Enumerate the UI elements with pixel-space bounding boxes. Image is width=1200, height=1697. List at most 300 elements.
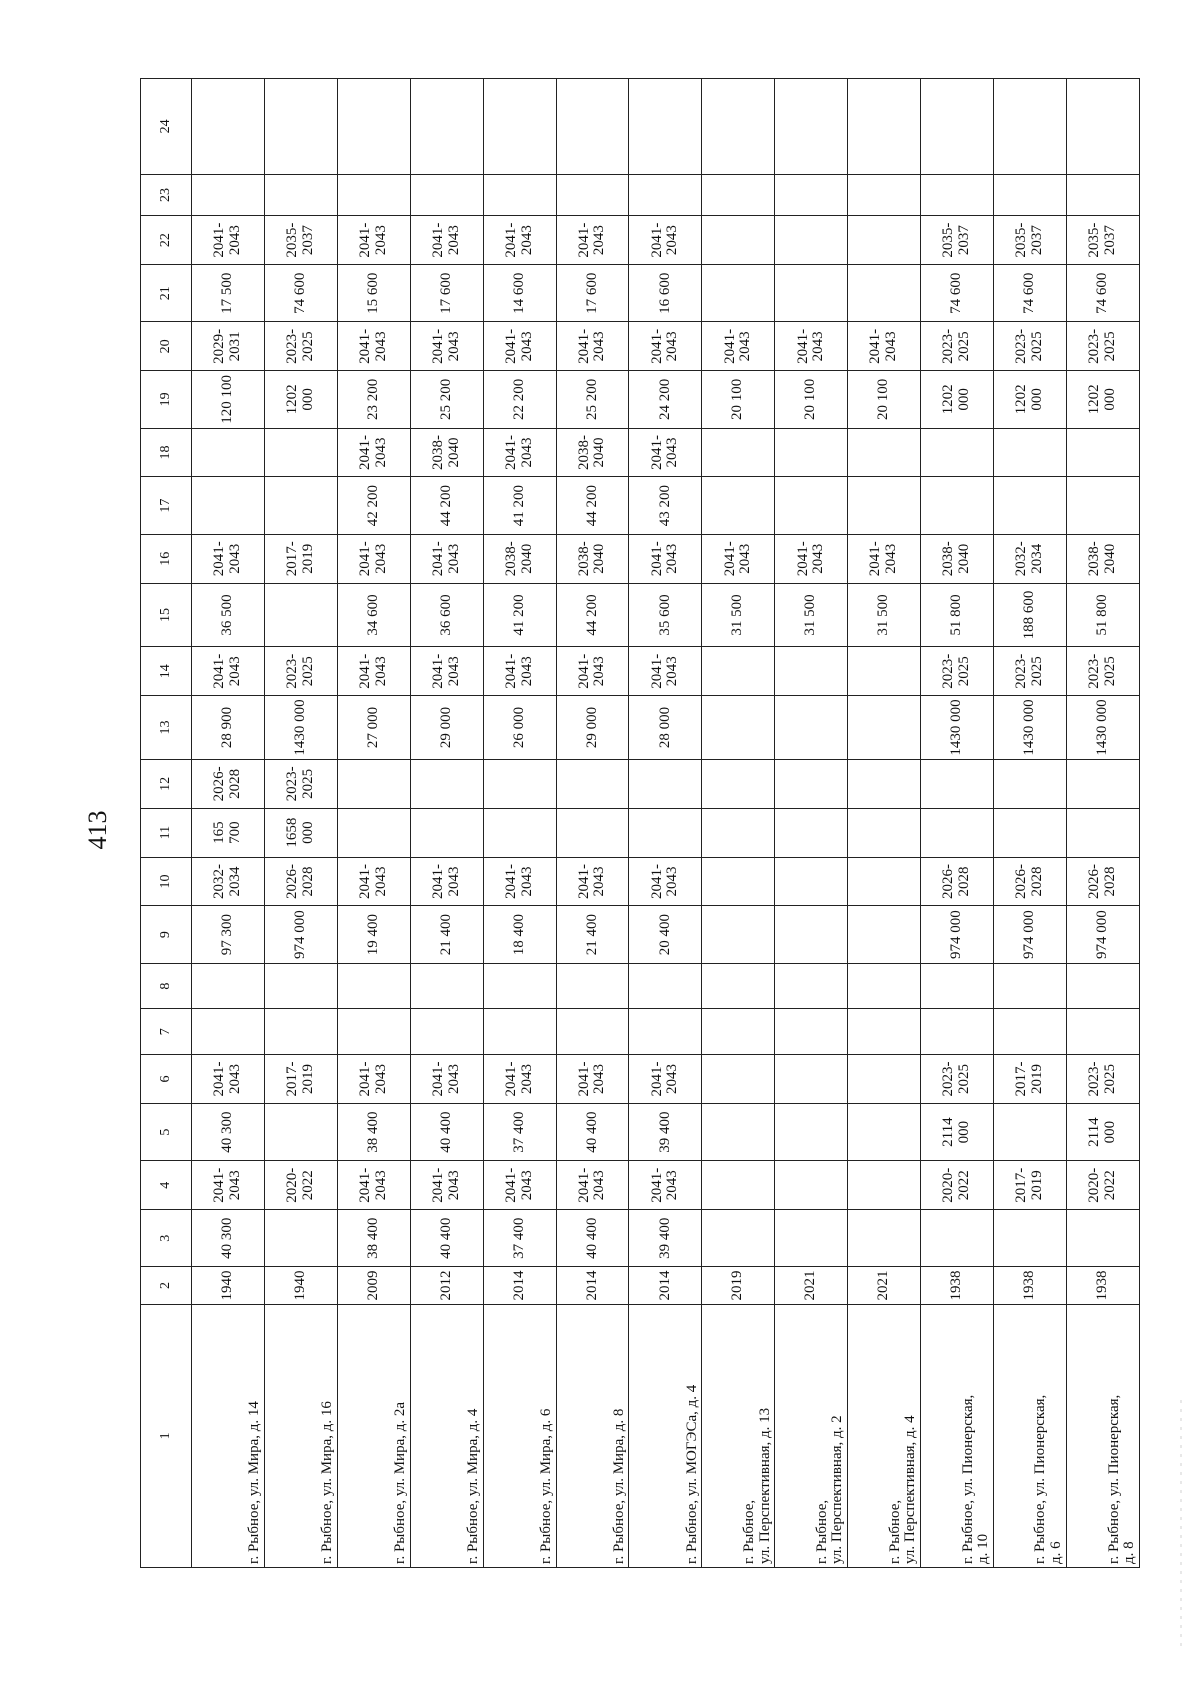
table-cell: 2038- 2040 [1066, 534, 1139, 583]
address-cell: г. Рыбное, ул. Мира, д. 16 [264, 1304, 337, 1567]
table-cell [848, 1210, 921, 1267]
table-cell [191, 963, 264, 1009]
data-table [140, 78, 1140, 1568]
table-cell: 36 500 [191, 583, 264, 647]
table-cell [410, 759, 483, 808]
table-row [556, 79, 629, 1568]
table-cell: 2041- 2043 [556, 1055, 629, 1104]
table-row [191, 79, 264, 1568]
table-cell [702, 477, 775, 534]
table-cell: 2041- 2043 [191, 1055, 264, 1104]
header-cell: 13 [141, 696, 192, 760]
header-cell: 24 [141, 79, 192, 175]
table-cell: 2041- 2043 [410, 322, 483, 371]
table-cell [410, 1009, 483, 1055]
table-cell: 20 400 [629, 906, 702, 963]
table-cell [264, 963, 337, 1009]
table-cell: 2041- 2043 [337, 1161, 410, 1210]
table-cell: 2023- 2025 [264, 759, 337, 808]
table-cell: 2041- 2043 [483, 857, 556, 906]
header-cell: 18 [141, 428, 192, 477]
table-cell [994, 428, 1067, 477]
table-cell: 34 600 [337, 583, 410, 647]
table-cell: 2041- 2043 [629, 647, 702, 696]
table-cell: 2023- 2025 [921, 1055, 994, 1104]
table-cell [702, 906, 775, 963]
table-cell: 40 400 [556, 1103, 629, 1160]
header-cell: 17 [141, 477, 192, 534]
table-cell: 17 500 [191, 265, 264, 322]
table-cell: 74 600 [1066, 265, 1139, 322]
table-cell: 41 200 [483, 583, 556, 647]
table-cell: 2041- 2043 [337, 647, 410, 696]
table-cell: 2019 [702, 1267, 775, 1304]
table-cell: 2041- 2043 [629, 1161, 702, 1210]
table-cell: 165 700 [191, 808, 264, 857]
table-cell: 2026- 2028 [191, 759, 264, 808]
table-cell [848, 1161, 921, 1210]
table-cell: 37 400 [483, 1210, 556, 1267]
table-cell: 2041- 2043 [556, 322, 629, 371]
table-cell: 20 100 [775, 371, 848, 428]
table-cell [775, 696, 848, 760]
table-cell: 17 600 [556, 265, 629, 322]
table-cell [994, 79, 1067, 175]
table-cell: 2041- 2043 [410, 1161, 483, 1210]
table-cell: 2041- 2043 [191, 1161, 264, 1210]
table-cell [483, 808, 556, 857]
table-cell: 17 600 [410, 265, 483, 322]
table-cell [775, 808, 848, 857]
table-cell: 2041- 2043 [483, 322, 556, 371]
table-cell [848, 808, 921, 857]
table-cell [264, 79, 337, 175]
table-cell [848, 647, 921, 696]
table-cell [775, 1055, 848, 1104]
table-row [410, 79, 483, 1568]
table-cell [191, 1009, 264, 1055]
table-cell: 97 300 [191, 906, 264, 963]
table-cell: 2041- 2043 [483, 216, 556, 265]
table-cell: 974 000 [264, 906, 337, 963]
table-cell: 1938 [1066, 1267, 1139, 1304]
table-cell: 2032- 2034 [191, 857, 264, 906]
table-cell [848, 1103, 921, 1160]
table-cell: 18 400 [483, 906, 556, 963]
header-cell: 23 [141, 174, 192, 215]
table-cell [848, 1055, 921, 1104]
table-cell: 2038- 2040 [410, 428, 483, 477]
table-cell: 1430 000 [994, 696, 1067, 760]
header-cell: 4 [141, 1161, 192, 1210]
table-cell: 44 200 [556, 477, 629, 534]
table-cell: 2041- 2043 [410, 647, 483, 696]
table-row [702, 79, 775, 1568]
table-cell [191, 174, 264, 215]
table-cell [921, 428, 994, 477]
table-cell: 1430 000 [921, 696, 994, 760]
header-cell: 8 [141, 963, 192, 1009]
table-cell: 2041- 2043 [191, 216, 264, 265]
table-cell: 51 800 [921, 583, 994, 647]
table-cell [629, 759, 702, 808]
table-cell [994, 808, 1067, 857]
table-cell: 40 400 [410, 1103, 483, 1160]
table-cell [702, 79, 775, 175]
table-cell [994, 1210, 1067, 1267]
table-cell: 2020- 2022 [264, 1161, 337, 1210]
table-cell [556, 174, 629, 215]
table-cell: 2021 [775, 1267, 848, 1304]
table-cell: 2020- 2022 [1066, 1161, 1139, 1210]
table-cell: 38 400 [337, 1210, 410, 1267]
table-cell [702, 647, 775, 696]
table-cell: 1202 000 [921, 371, 994, 428]
table-cell [702, 808, 775, 857]
table-cell: 2041- 2043 [629, 1055, 702, 1104]
table-cell [556, 79, 629, 175]
table-cell: 2041- 2043 [629, 322, 702, 371]
table-cell: 2023- 2025 [1066, 647, 1139, 696]
table-cell [1066, 759, 1139, 808]
table-cell [483, 1009, 556, 1055]
table-cell: 2041- 2043 [410, 534, 483, 583]
table-cell [702, 265, 775, 322]
table-cell [848, 759, 921, 808]
table-cell: 2017- 2019 [264, 534, 337, 583]
table-cell [264, 583, 337, 647]
table-cell: 26 000 [483, 696, 556, 760]
table-cell [483, 759, 556, 808]
table-cell [410, 174, 483, 215]
table-cell: 1202 000 [994, 371, 1067, 428]
table-cell: 2041- 2043 [848, 322, 921, 371]
table-cell [264, 174, 337, 215]
table-row [264, 79, 337, 1568]
table-cell: 16 600 [629, 265, 702, 322]
table-cell [410, 963, 483, 1009]
table-cell: 23 200 [337, 371, 410, 428]
table-cell [702, 1161, 775, 1210]
table-cell: 2012 [410, 1267, 483, 1304]
table-cell: 2014 [629, 1267, 702, 1304]
table-cell: 38 400 [337, 1103, 410, 1160]
table-cell: 28 000 [629, 696, 702, 760]
table-cell [702, 696, 775, 760]
table-cell [483, 963, 556, 1009]
address-cell: г. Рыбное, ул. МОГЭСа, д. 4 [629, 1304, 702, 1567]
table-cell: 1938 [994, 1267, 1067, 1304]
table-cell: 2041- 2043 [556, 216, 629, 265]
table-cell [921, 174, 994, 215]
table-cell: 188 600 [994, 583, 1067, 647]
address-cell: г. Рыбное, ул. Пионерская, д. 10 [921, 1304, 994, 1567]
table-cell: 2041- 2043 [337, 216, 410, 265]
table-cell [775, 1161, 848, 1210]
table-row [775, 79, 848, 1568]
table-cell [556, 759, 629, 808]
header-cell: 9 [141, 906, 192, 963]
page-number: 413 [83, 810, 112, 850]
table-cell: 2041- 2043 [410, 216, 483, 265]
table-cell [702, 759, 775, 808]
table-cell [848, 79, 921, 175]
table-cell [702, 1055, 775, 1104]
table-cell [629, 963, 702, 1009]
table-cell [483, 174, 556, 215]
table-cell: 31 500 [775, 583, 848, 647]
table-row [848, 79, 921, 1568]
table-cell [264, 1103, 337, 1160]
table-row [921, 79, 994, 1568]
table-cell: 2041- 2043 [410, 857, 483, 906]
address-cell: г. Рыбное, ул. Мира, д. 14 [191, 1304, 264, 1567]
table-cell [921, 1210, 994, 1267]
table-cell: 2041- 2043 [483, 428, 556, 477]
address-cell: г. Рыбное, ул. Пионерская, д. 8 [1066, 1304, 1139, 1567]
table-cell: 44 200 [556, 583, 629, 647]
table-cell: 20 100 [848, 371, 921, 428]
table-cell: 39 400 [629, 1210, 702, 1267]
table-cell [775, 174, 848, 215]
table-cell [1066, 1009, 1139, 1055]
table-cell: 2023- 2025 [264, 322, 337, 371]
table-cell: 2038- 2040 [556, 534, 629, 583]
table-cell: 43 200 [629, 477, 702, 534]
table-cell: 2041- 2043 [337, 322, 410, 371]
table-cell [556, 808, 629, 857]
table-cell: 31 500 [848, 583, 921, 647]
address-cell: г. Рыбное, ул. Перспективная, д. 4 [848, 1304, 921, 1567]
header-cell: 14 [141, 647, 192, 696]
table-row [1066, 79, 1139, 1568]
table-cell [1066, 174, 1139, 215]
table-cell [775, 1009, 848, 1055]
table-cell [264, 428, 337, 477]
table-cell [994, 1009, 1067, 1055]
table-cell [191, 428, 264, 477]
table-cell: 974 000 [921, 906, 994, 963]
header-cell: 5 [141, 1103, 192, 1160]
table-cell: 2017- 2019 [994, 1055, 1067, 1104]
table-cell [775, 1210, 848, 1267]
table-cell [921, 79, 994, 175]
table-cell: 2041- 2043 [191, 647, 264, 696]
table-cell [337, 1009, 410, 1055]
table-cell: 29 000 [410, 696, 483, 760]
table-cell: 2041- 2043 [483, 647, 556, 696]
table-cell: 2041- 2043 [337, 857, 410, 906]
table-cell: 22 200 [483, 371, 556, 428]
table-cell [702, 963, 775, 1009]
table-cell: 20 100 [702, 371, 775, 428]
table-cell [775, 963, 848, 1009]
table-row [629, 79, 702, 1568]
table-cell [994, 174, 1067, 215]
table-cell: 44 200 [410, 477, 483, 534]
header-cell: 22 [141, 216, 192, 265]
table-cell [848, 428, 921, 477]
table-cell [629, 174, 702, 215]
table-cell: 74 600 [264, 265, 337, 322]
table-cell [410, 79, 483, 175]
table-cell: 2114 000 [921, 1103, 994, 1160]
table-cell [848, 696, 921, 760]
table-cell: 1658 000 [264, 808, 337, 857]
table-cell: 120 100 [191, 371, 264, 428]
table-cell [337, 963, 410, 1009]
table-cell: 2035- 2037 [921, 216, 994, 265]
table-cell: 2041- 2043 [191, 534, 264, 583]
table-cell [1066, 963, 1139, 1009]
table-cell: 29 000 [556, 696, 629, 760]
table-cell: 2041- 2043 [337, 1055, 410, 1104]
table-cell: 35 600 [629, 583, 702, 647]
table-cell [702, 857, 775, 906]
table-cell: 40 300 [191, 1210, 264, 1267]
table-cell [264, 1009, 337, 1055]
table-wrap [140, 78, 1140, 1568]
table-cell: 974 000 [994, 906, 1067, 963]
table-cell: 2041- 2043 [556, 857, 629, 906]
header-cell: 16 [141, 534, 192, 583]
table-cell: 2038- 2040 [921, 534, 994, 583]
table-cell: 974 000 [1066, 906, 1139, 963]
table-cell [1066, 428, 1139, 477]
table-cell: 74 600 [921, 265, 994, 322]
table-cell [848, 906, 921, 963]
table-cell: 2038- 2040 [483, 534, 556, 583]
table-cell: 2026- 2028 [994, 857, 1067, 906]
table-cell: 25 200 [410, 371, 483, 428]
table-cell: 2035- 2037 [264, 216, 337, 265]
table-cell: 1430 000 [1066, 696, 1139, 760]
table-cell: 2009 [337, 1267, 410, 1304]
table-cell: 39 400 [629, 1103, 702, 1160]
table-cell [848, 216, 921, 265]
table-cell: 15 600 [337, 265, 410, 322]
table-cell [921, 1009, 994, 1055]
table-cell: 2035- 2037 [994, 216, 1067, 265]
table-cell [775, 647, 848, 696]
table-cell [775, 216, 848, 265]
table-cell: 2029- 2031 [191, 322, 264, 371]
table-cell [775, 759, 848, 808]
table-cell [921, 963, 994, 1009]
table-cell [629, 1009, 702, 1055]
table-row [337, 79, 410, 1568]
table-cell: 42 200 [337, 477, 410, 534]
table-cell: 2026- 2028 [1066, 857, 1139, 906]
table-cell: 2026- 2028 [264, 857, 337, 906]
table-cell [702, 428, 775, 477]
table-cell [191, 79, 264, 175]
address-cell: г. Рыбное, ул. Перспективная, д. 13 [702, 1304, 775, 1567]
table-cell: 2041- 2043 [629, 857, 702, 906]
table-cell: 2017- 2019 [994, 1161, 1067, 1210]
table-cell [775, 477, 848, 534]
table-cell: 2023- 2025 [994, 322, 1067, 371]
address-cell: г. Рыбное, ул. Мира, д. 4 [410, 1304, 483, 1567]
table-cell: 2032- 2034 [994, 534, 1067, 583]
table-cell: 51 800 [1066, 583, 1139, 647]
table-cell: 2023- 2025 [994, 647, 1067, 696]
table-cell [775, 857, 848, 906]
table-cell: 2041- 2043 [337, 534, 410, 583]
table-cell: 2026- 2028 [921, 857, 994, 906]
table-cell [994, 963, 1067, 1009]
table-cell: 2038- 2040 [556, 428, 629, 477]
table-cell [337, 79, 410, 175]
table-cell: 1202 000 [264, 371, 337, 428]
table-cell: 2041- 2043 [629, 428, 702, 477]
table-cell: 40 400 [556, 1210, 629, 1267]
table-cell: 2041- 2043 [629, 216, 702, 265]
address-cell: г. Рыбное, ул. Мира, д. 6 [483, 1304, 556, 1567]
table-cell: 2017- 2019 [264, 1055, 337, 1104]
table-cell: 2041- 2043 [483, 1055, 556, 1104]
table-cell: 2041- 2043 [483, 1161, 556, 1210]
table-cell [337, 759, 410, 808]
header-cell: 21 [141, 265, 192, 322]
rotated-table-container [140, 78, 1140, 1568]
table-cell: 27 000 [337, 696, 410, 760]
table-cell: 40 400 [410, 1210, 483, 1267]
table-cell: 2023- 2025 [921, 322, 994, 371]
address-cell: г. Рыбное, ул. Пионерская, д. 6 [994, 1304, 1067, 1567]
table-cell: 2041- 2043 [556, 647, 629, 696]
table-cell: 2014 [556, 1267, 629, 1304]
table-cell: 1938 [921, 1267, 994, 1304]
header-cell: 3 [141, 1210, 192, 1267]
table-cell [775, 906, 848, 963]
table-cell [337, 174, 410, 215]
table-cell: 14 600 [483, 265, 556, 322]
table-cell [848, 174, 921, 215]
address-cell: г. Рыбное, ул. Перспективная, д. 2 [775, 1304, 848, 1567]
table-cell [191, 477, 264, 534]
table-cell: 2023- 2025 [1066, 322, 1139, 371]
table-cell: 2041- 2043 [410, 1055, 483, 1104]
table-cell: 2041- 2043 [556, 1161, 629, 1210]
table-cell: 24 200 [629, 371, 702, 428]
table-cell: 21 400 [556, 906, 629, 963]
header-cell: 15 [141, 583, 192, 647]
table-cell: 74 600 [994, 265, 1067, 322]
table-cell: 36 600 [410, 583, 483, 647]
table-cell: 31 500 [702, 583, 775, 647]
table-cell: 2041- 2043 [848, 534, 921, 583]
table-cell [337, 808, 410, 857]
table-cell [702, 174, 775, 215]
table-row [994, 79, 1067, 1568]
table-cell [775, 428, 848, 477]
header-cell: 6 [141, 1055, 192, 1104]
table-cell: 28 900 [191, 696, 264, 760]
address-cell: г. Рыбное, ул. Мира, д. 8 [556, 1304, 629, 1567]
table-cell: 37 400 [483, 1103, 556, 1160]
header-cell: 10 [141, 857, 192, 906]
table-cell [702, 1103, 775, 1160]
table-cell [702, 216, 775, 265]
table-cell: 25 200 [556, 371, 629, 428]
table-cell: 2023- 2025 [1066, 1055, 1139, 1104]
table-cell: 2023- 2025 [921, 647, 994, 696]
table-cell: 2014 [483, 1267, 556, 1304]
table-cell: 2041- 2043 [775, 534, 848, 583]
table-cell: 2041- 2043 [337, 428, 410, 477]
table-cell [848, 1009, 921, 1055]
